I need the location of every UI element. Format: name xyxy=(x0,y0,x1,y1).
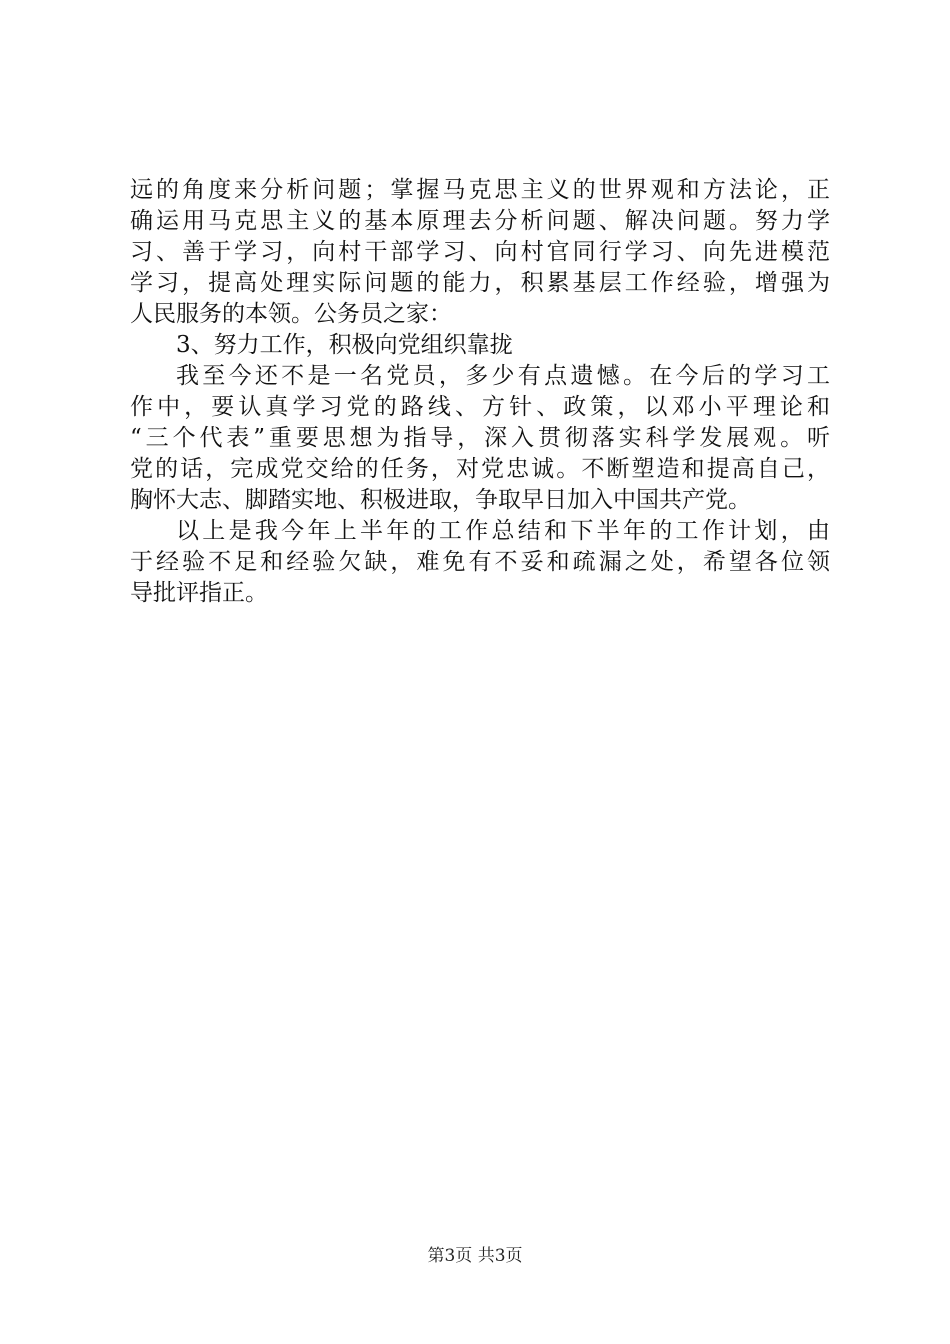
document-body xyxy=(130,175,830,609)
text-line: 于经验不足和经验欠缺，难免有不妥和疏漏之处，希望各位领 xyxy=(130,549,830,575)
text-line: 党的话，完成党交给的任务，对党忠诚。不断塑造和提高自己， xyxy=(130,456,830,482)
text-line: “三个代表”重要思想为指导，深入贯彻落实科学发展观。听 xyxy=(130,425,830,451)
text-line: 习、善于学习，向村干部学习、向村官同行学习、向先进模范 xyxy=(130,239,830,265)
paragraph xyxy=(130,175,830,330)
text-line: 作中，要认真学习党的路线、方针、政策，以邓小平理论和 xyxy=(130,394,830,420)
text-line: 胸怀大志、脚踏实地、积极进取，争取早日加入中国共产党。 xyxy=(130,487,751,513)
text-line: 以上是我今年上半年的工作总结和下半年的工作计划，由 xyxy=(176,518,830,544)
text-line: 远的角度来分析问题；掌握马克思主义的世界观和方法论，正 xyxy=(130,177,830,203)
section-heading-text: 3、努力工作，积极向党组织靠拢 xyxy=(176,332,513,358)
paragraph xyxy=(130,361,830,516)
text-line: 学习，提高处理实际问题的能力，积累基层工作经验，增强为 xyxy=(130,270,830,296)
text-line: 确运用马克思主义的基本原理去分析问题、解决问题。努力学 xyxy=(130,208,830,234)
paragraph xyxy=(130,516,830,609)
page-number-footer: 第3页 共3页 xyxy=(427,1246,523,1266)
text-line: 导批评指正。 xyxy=(130,580,268,606)
text-line: 我至今还不是一名党员，多少有点遗憾。在今后的学习工 xyxy=(176,363,830,389)
section-heading xyxy=(130,330,830,361)
text-line: 人民服务的本领。公务员之家： xyxy=(130,301,452,327)
